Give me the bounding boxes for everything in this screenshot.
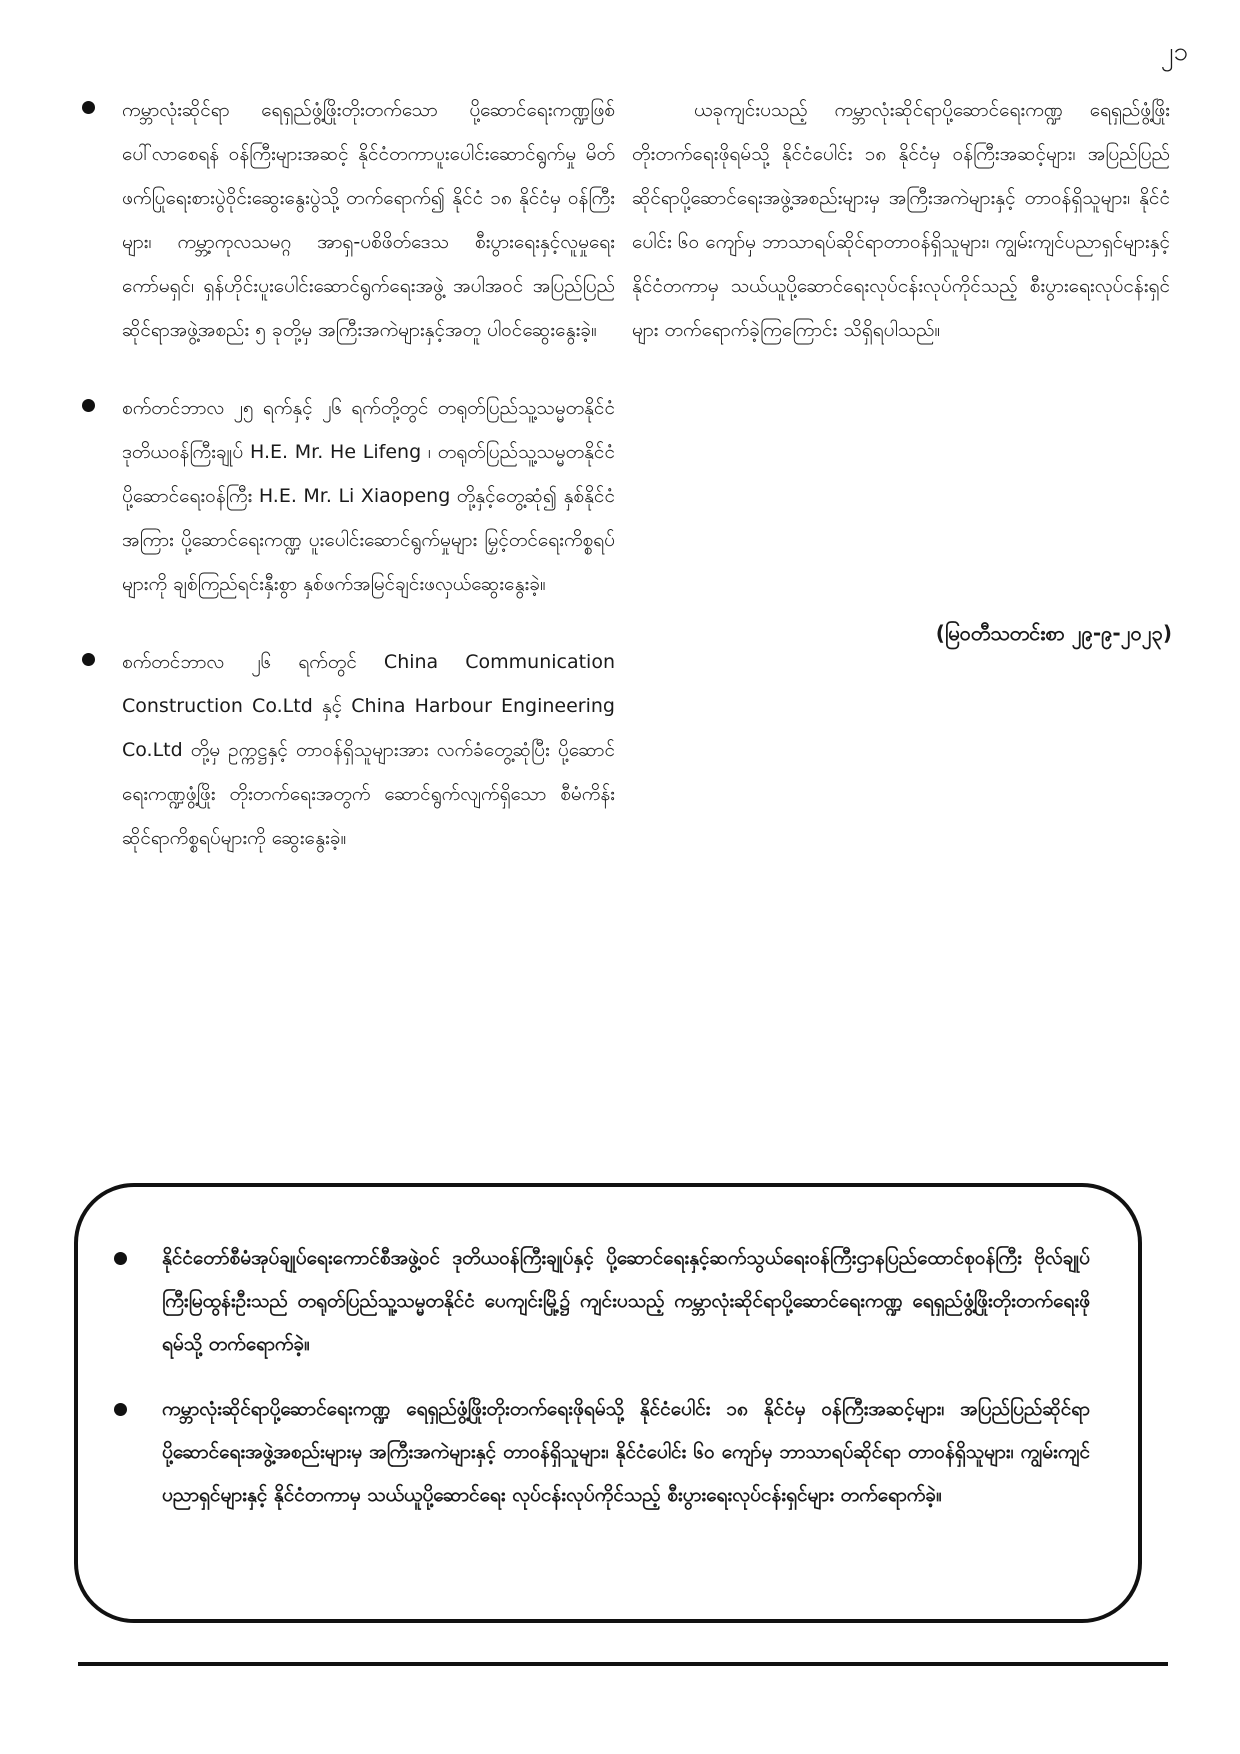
bottom-divider [78, 1662, 1168, 1666]
summary-bullet-item [114, 1237, 1090, 1366]
summary-bullet-text: နိုင်ငံတော်စီမံအုပ်ချုပ်ရေးကောင်စီအဖွဲ့ဝင် ဒုတိယဝန်ကြီးချုပ်နှင့် ပို့ဆောင်ရေးနှင့်ဆက်သွယ်ရေးဝန်ကြီးဌာနပြည်ထောင်စုဝန်ကြီး ဗိုလ်ချုပ်ကြီးမြထွန်းဦးသည် တရုတ်ပြည်သူ့သမ္မတနိုင်ငံ ပေကျင်းမြို့၌ ကျင်းပသည့် ကမ္ဘာလုံးဆိုင်ရာပို့ဆောင်ရေးကဏ္ဍ ရေရှည်ဖွံ့ဖြိုးတိုးတက်ရေးဖိုရမ်သို့ တက်ရောက်ခဲ့။ [162, 1247, 1090, 1355]
summary-bullet-item [114, 1388, 1090, 1517]
news-bullet-text: စက်တင်ဘာလ ၂၅ ရက်နှင့် ၂၆ ရက်တို့တွင် တရုတ်ပြည်သူ့သမ္မတနိုင်ငံ ဒုတိယဝန်ကြီးချုပ် H.E. Mr. He Lifeng ၊ တရုတ်ပြည်သူ့သမ္မတနိုင်ငံ ပို့ဆောင်ရေးဝန်ကြီး H.E. Mr. Li Xiaopeng တို့နှင့်တွေ့ဆုံ၍ နှစ်နိုင်ငံအကြား ပို့ဆောင်ရေးကဏ္ဍ ပူးပေါင်းဆောင်ရွက်မှုများ မြှင့်တင်ရေးကိစ္စရပ်များကို ချစ်ကြည်ရင်းနှီးစွာ နှစ်ဖက်အမြင်ချင်းဖလှယ်ဆွေးနွေးခဲ့။ [122, 397, 615, 595]
body-paragraph: ယခုကျင်းပသည့် ကမ္ဘာလုံးဆိုင်ရာပို့ဆောင်ရေးကဏ္ဍ ရေရှည်ဖွံ့ဖြိုးတိုးတက်ရေးဖိုရမ်သို့ နိုင်ငံပေါင်း ၁၈ နိုင်ငံမှ ဝန်ကြီးအဆင့်များ၊ အပြည်ပြည်ဆိုင်ရာပို့ဆောင်ရေးအဖွဲ့အစည်းများမှ အကြီးအကဲများနှင့် တာဝန်ရှိသူများ၊ နိုင်ငံပေါင်း ၆၀ ကျော်မှ ဘာသာရပ်ဆိုင်ရာတာဝန်ရှိသူများ၊ ကျွမ်းကျင်ပညာရှင်များနှင့် နိုင်ငံတကာမှ သယ်ယူပို့ဆောင်ရေးလုပ်ငန်းလုပ်ကိုင်သည့် စီးပွားရေးလုပ်ငန်းရှင်များ တက်ရောက်ခဲ့ကြကြောင်း သိရှိရပါသည်။ [632, 99, 1170, 341]
bullet-icon [114, 1252, 127, 1265]
news-bullet-text: ကမ္ဘာလုံးဆိုင်ရာ ရေရှည်ဖွံ့ဖြိုးတိုးတက်သော ပို့ဆောင်ရေးကဏ္ဍဖြစ်ပေါ်လာစေရန် ဝန်ကြီးများအဆင့် နိုင်ငံတကာပူးပေါင်းဆောင်ရွက်မှု မိတ်ဖက်ပြုရေးစားပွဲဝိုင်းဆွေးနွေးပွဲသို့ တက်ရောက်၍ နိုင်ငံ ၁၈ နိုင်ငံမှ ဝန်ကြီးများ၊ ကမ္ဘာ့ကုလသမဂ္ဂ အာရှ-ပစိဖိတ်ဒေသ စီးပွားရေးနှင့်လူမှုရေးကော်မရှင်၊ ရှန်ဟိုင်းပူးပေါင်းဆောင်ရွက်ရေးအဖွဲ့ အပါအဝင် အပြည်ပြည်ဆိုင်ရာအဖွဲ့အစည်း ၅ ခုတို့မှ အကြီးအကဲများနှင့်အတူ ပါဝင်ဆွေးနွေးခဲ့။ [122, 99, 615, 341]
news-source-citation: (မြဝတီသတင်းစာ ၂၉-၉-၂၀၂၃) [935, 621, 1172, 645]
bullet-icon [82, 399, 95, 412]
news-bullet-text: စက်တင်ဘာလ ၂၆ ရက်တွင် China Communication Construction Co.Ltd နှင့် China Harbour Engineering Co.Ltd တို့မှ ဥက္ကဋ္ဌနှင့် တာဝန်ရှိသူများအား လက်ခံတွေ့ဆုံပြီး ပို့ဆောင်ရေးကဏ္ဍဖွံ့ဖြိုး တိုးတက်ရေးအတွက် ဆောင်ရွက်လျက်ရှိသော စီမံကိန်းဆိုင်ရာကိစ္စရပ်များကို ဆွေးနွေးခဲ့။ [122, 651, 615, 849]
summary-bullet-text: ကမ္ဘာလုံးဆိုင်ရာပို့ဆောင်ရေးကဏ္ဍ ရေရှည်ဖွံ့ဖြိုးတိုးတက်ရေးဖိုရမ်သို့ နိုင်ငံပေါင်း ၁၈ နိုင်ငံမှ ဝန်ကြီးအဆင့်များ၊ အပြည်ပြည်ဆိုင်ရာပို့ဆောင်ရေးအဖွဲ့အစည်းများမှ အကြီးအကဲများနှင့် တာဝန်ရှိသူများ၊ နိုင်ငံပေါင်း ၆၀ ကျော်မှ ဘာသာရပ်ဆိုင်ရာ တာဝန်ရှိသူများ၊ ကျွမ်းကျင်ပညာရှင်များနှင့် နိုင်ငံတကာမှ သယ်ယူပို့ဆောင်ရေး လုပ်ငန်းလုပ်ကိုင်သည့် စီးပွားရေးလုပ်ငန်းရှင်များ တက်ရောက်ခဲ့။ [162, 1398, 1090, 1506]
page-number: ၂၁ [1160, 37, 1188, 67]
bullet-icon [114, 1403, 127, 1416]
left-column [80, 88, 615, 894]
news-bullet-item [80, 386, 615, 606]
bullet-icon [82, 653, 95, 666]
bullet-icon [82, 101, 95, 114]
news-bullet-item [80, 640, 615, 860]
right-column [632, 88, 1170, 352]
summary-box [74, 1183, 1142, 1623]
news-bullet-item [80, 88, 615, 352]
